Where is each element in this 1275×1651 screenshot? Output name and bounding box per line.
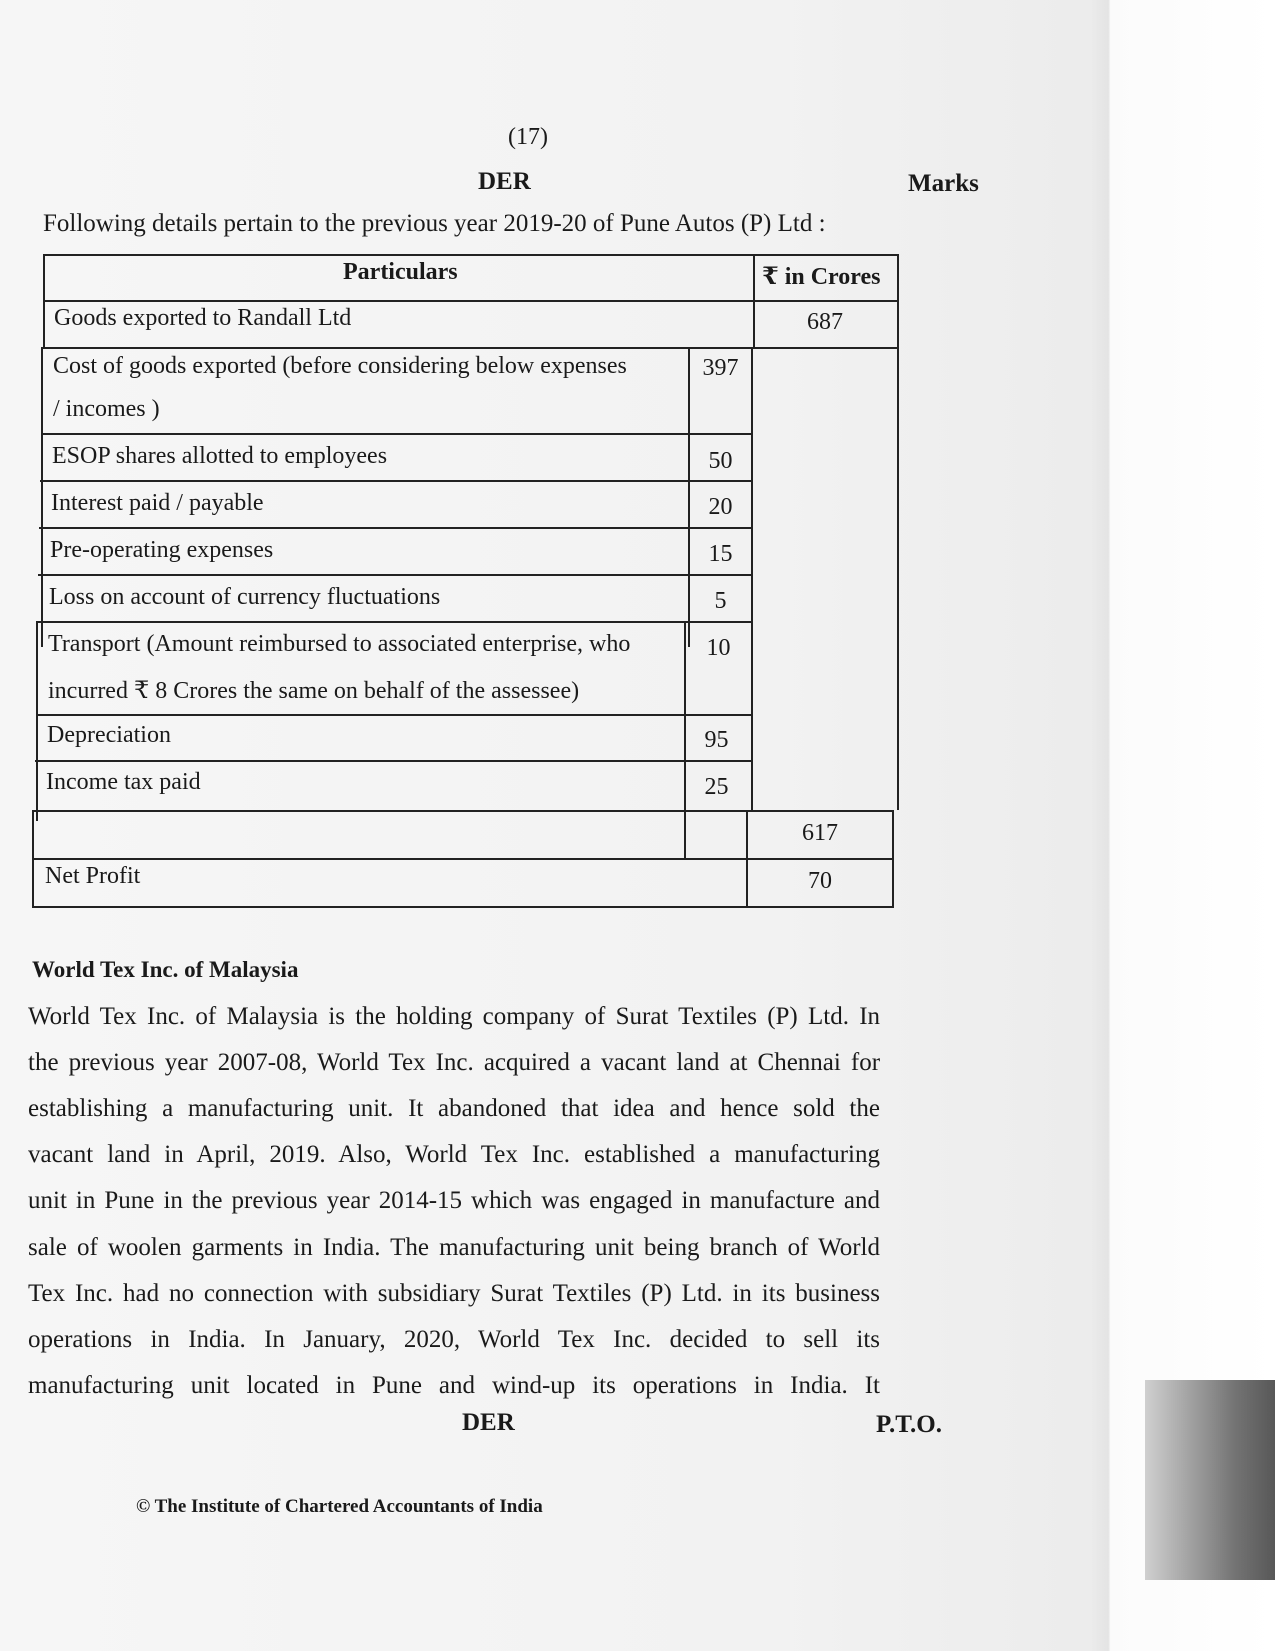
row-transport-label: Transport (Amount reimbursed to associated enterprise, who [48,631,631,657]
table-border-right [897,254,899,810]
table-border-top [43,254,899,256]
row-transport-label-cont: incurred ₹ 8 Crores the same on behalf of the assessee) [48,678,580,704]
paragraph-line: World Tex Inc. of Malaysia is the holding company of Surat Textiles (P) Ltd. In [28,1003,880,1030]
page-number: (17) [508,124,548,150]
row-interest-value: 20 [708,494,733,520]
paragraph-line: Tex Inc. had no connection with subsidiary Surat Textiles (P) Ltd. in its business [28,1280,880,1307]
table-rule [39,527,751,529]
paragraph-line: sale of woolen garments in India. The manufacturing unit being branch of World [28,1234,880,1261]
table-border-left [36,621,38,821]
row-depreciation-label: Depreciation [47,722,171,748]
table-rule [41,433,751,435]
row-currency-loss-label: Loss on account of currency fluctuations [49,584,441,610]
table-border-left [41,347,43,647]
paragraph-line: operations in India. In January, 2020, World Tex Inc. decided to sell its [28,1326,880,1353]
row-esop-label: ESOP shares allotted to employees [52,443,388,469]
paragraph-line: unit in Pune in the previous year 2014-15 which was engaged in manufacture and [28,1187,880,1214]
row-cost-of-goods-label: Cost of goods exported (before considering below expenses [53,353,627,379]
footer-paper-code: DER [462,1409,515,1436]
copyright-notice: © The Institute of Chartered Accountants of India [136,1496,543,1517]
paragraph-line: manufacturing unit located in Pune and wind-up its operations in India. It [28,1372,880,1399]
row-income-tax-label: Income tax paid [46,769,201,795]
row-total-expenses-value: 617 [802,820,838,846]
table-rule [43,300,899,302]
column-header-particulars: Particulars [343,259,458,285]
row-depreciation-value: 95 [704,727,729,753]
section-heading: World Tex Inc. of Malaysia [32,957,299,982]
table-rule [33,858,894,860]
intro-text: Following details pertain to the previous year 2019-20 of Pune Autos (P) Ltd : [43,210,826,237]
row-income-tax-value: 25 [704,774,729,800]
row-interest-label: Interest paid / payable [51,490,264,516]
table-border-left [43,254,45,349]
table-rule [35,760,751,762]
table-rule [37,621,751,623]
row-esop-value: 50 [708,448,733,474]
table-rule [34,810,894,812]
column-header-amount: ₹ in Crores [762,264,881,290]
row-pre-operating-value: 15 [708,541,733,567]
table-rule [38,574,751,576]
row-goods-exported-value: 687 [807,309,843,335]
table-rule [40,480,751,482]
paper-code: DER [478,168,531,195]
paragraph-line: the previous year 2007-08, World Tex Inc. acquired a vacant land at Chennai for [28,1049,880,1076]
table-border-right [892,810,894,908]
row-pre-operating-label: Pre-operating expenses [50,537,274,563]
row-cost-of-goods-label-cont: / incomes ) [53,396,160,422]
scan-shadow [1145,1380,1275,1580]
paragraph-line: establishing a manufacturing unit. It abandoned that idea and hence sold the [28,1095,880,1122]
row-transport-value: 10 [706,635,731,661]
row-currency-loss-value: 5 [714,588,727,614]
marks-label: Marks [908,170,979,197]
row-net-profit-label: Net Profit [45,863,141,889]
table-border-left [32,810,34,908]
row-goods-exported-label: Goods exported to Randall Ltd [54,305,352,331]
table-column-divider [751,347,753,810]
table-border-bottom [32,906,894,908]
row-net-profit-value: 70 [808,868,832,894]
pto-label: P.T.O. [876,1411,942,1438]
row-cost-of-goods-value: 397 [702,355,739,381]
table-rule [42,347,899,349]
paragraph-line: vacant land in April, 2019. Also, World Tex Inc. established a manufacturing [28,1141,880,1168]
table-rule [36,714,751,716]
